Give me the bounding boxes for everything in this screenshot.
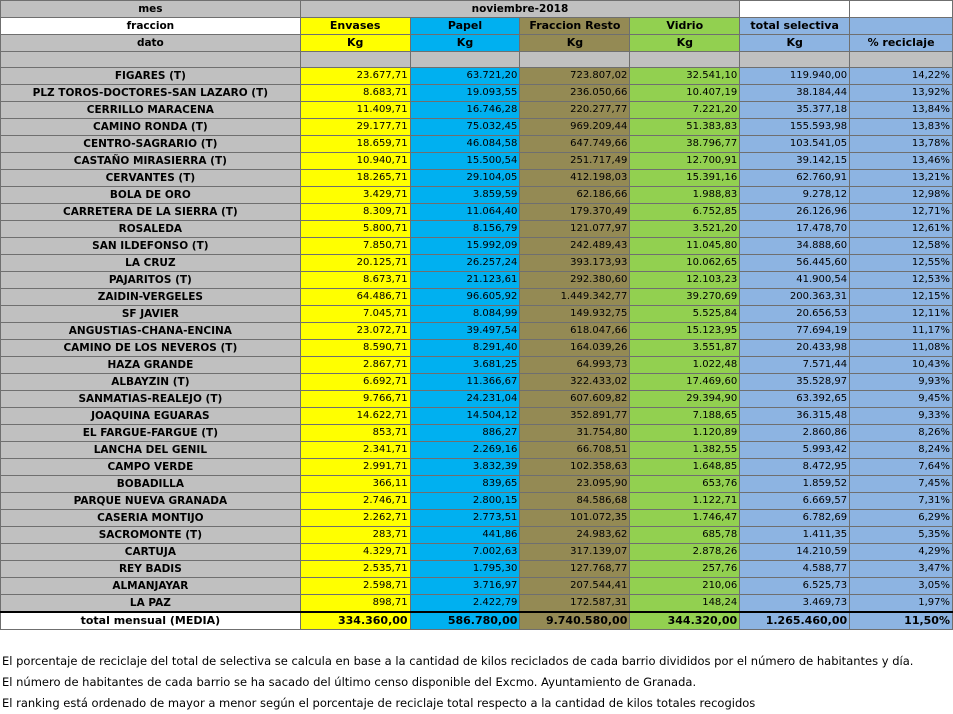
papel-value: 3.716,97 (410, 578, 520, 595)
district-name: JOAQUINA EGUARAS (1, 408, 301, 425)
resto-value: 647.749,66 (520, 136, 630, 153)
envases-value: 2.746,71 (300, 493, 410, 510)
district-name: CERRILLO MARACENA (1, 102, 301, 119)
total-row (1, 612, 953, 630)
district-name: CASERIA MONTIJO (1, 510, 301, 527)
district-name: SAN ILDEFONSO (T) (1, 238, 301, 255)
col-header-resto: Fraccion Resto (520, 18, 630, 35)
selectiva-value: 1.859,52 (740, 476, 850, 493)
envases-value: 283,71 (300, 527, 410, 544)
resto-value: 64.993,73 (520, 357, 630, 374)
vidrio-value: 1.022,48 (630, 357, 740, 374)
dato-label: dato (1, 35, 301, 52)
vidrio-value: 210,06 (630, 578, 740, 595)
footnote: El ranking está ordenado de mayor a menor según el porcentaje de reciclaje total respecto a la cantidad de kilos totales recogidos (2, 696, 756, 710)
header-row-dato (1, 35, 953, 52)
district-name: CAMINO RONDA (T) (1, 119, 301, 136)
resto-value: 607.609,82 (520, 391, 630, 408)
vidrio-value: 1.120,89 (630, 425, 740, 442)
selectiva-value: 155.593,98 (740, 119, 850, 136)
envases-value: 2.262,71 (300, 510, 410, 527)
selectiva-value: 36.315,48 (740, 408, 850, 425)
district-name: CARRETERA DE LA SIERRA (T) (1, 204, 301, 221)
table-row (1, 527, 953, 544)
pct-value: 12,11% (850, 306, 953, 323)
district-name: LA PAZ (1, 595, 301, 613)
envases-value: 2.341,71 (300, 442, 410, 459)
vidrio-value: 257,76 (630, 561, 740, 578)
envases-value: 8.309,71 (300, 204, 410, 221)
district-name: CERVANTES (T) (1, 170, 301, 187)
selectiva-value: 200.363,31 (740, 289, 850, 306)
pct-value: 6,29% (850, 510, 953, 527)
district-name: ALMANJAYAR (1, 578, 301, 595)
selectiva-value: 35.528,97 (740, 374, 850, 391)
table-row (1, 289, 953, 306)
header-row-fraccion (1, 18, 953, 35)
vidrio-value: 3.521,20 (630, 221, 740, 238)
envases-value: 23.072,71 (300, 323, 410, 340)
district-name: ALBAYZIN (T) (1, 374, 301, 391)
papel-value: 15.992,09 (410, 238, 520, 255)
envases-value: 2.598,71 (300, 578, 410, 595)
vidrio-value: 685,78 (630, 527, 740, 544)
resto-value: 164.039,26 (520, 340, 630, 357)
resto-value: 412.198,03 (520, 170, 630, 187)
papel-value: 886,27 (410, 425, 520, 442)
selectiva-value: 20.656,53 (740, 306, 850, 323)
pct-value: 7,64% (850, 459, 953, 476)
resto-value: 172.587,31 (520, 595, 630, 613)
table-row (1, 408, 953, 425)
selectiva-value: 35.377,18 (740, 102, 850, 119)
resto-value: 24.983,62 (520, 527, 630, 544)
col-header-envases: Envases (300, 18, 410, 35)
selectiva-value: 63.392,65 (740, 391, 850, 408)
papel-value: 8.291,40 (410, 340, 520, 357)
envases-value: 9.766,71 (300, 391, 410, 408)
papel-value: 75.032,45 (410, 119, 520, 136)
resto-value: 66.708,51 (520, 442, 630, 459)
pct-value: 9,33% (850, 408, 953, 425)
table-row (1, 306, 953, 323)
spacer-cell (520, 52, 630, 68)
selectiva-value: 39.142,15 (740, 153, 850, 170)
district-name: CENTRO-SAGRARIO (T) (1, 136, 301, 153)
vidrio-value: 39.270,69 (630, 289, 740, 306)
total-resto: 9.740.580,00 (520, 612, 630, 630)
envases-value: 898,71 (300, 595, 410, 613)
pct-value: 13,84% (850, 102, 953, 119)
pct-value: 12,61% (850, 221, 953, 238)
vidrio-value: 12.103,23 (630, 272, 740, 289)
table-row (1, 561, 953, 578)
unit-resto: Kg (520, 35, 630, 52)
envases-value: 366,11 (300, 476, 410, 493)
envases-value: 2.867,71 (300, 357, 410, 374)
selectiva-value: 6.525,73 (740, 578, 850, 595)
papel-value: 7.002,63 (410, 544, 520, 561)
spacer-cell (410, 52, 520, 68)
resto-value: 127.768,77 (520, 561, 630, 578)
papel-value: 24.231,04 (410, 391, 520, 408)
selectiva-value: 1.411,35 (740, 527, 850, 544)
selectiva-value: 41.900,54 (740, 272, 850, 289)
selectiva-value: 6.669,57 (740, 493, 850, 510)
vidrio-value: 7.188,65 (630, 408, 740, 425)
district-name: SF JAVIER (1, 306, 301, 323)
vidrio-value: 51.383,83 (630, 119, 740, 136)
unit-pct: % reciclaje (850, 35, 953, 52)
papel-value: 1.795,30 (410, 561, 520, 578)
pct-value: 13,46% (850, 153, 953, 170)
selectiva-value: 119.940,00 (740, 68, 850, 85)
papel-value: 26.257,24 (410, 255, 520, 272)
table-row (1, 425, 953, 442)
table-row (1, 204, 953, 221)
pct-value: 12,98% (850, 187, 953, 204)
pct-value: 5,35% (850, 527, 953, 544)
table-row (1, 102, 953, 119)
pct-value: 11,08% (850, 340, 953, 357)
pct-value: 12,15% (850, 289, 953, 306)
pct-value: 13,92% (850, 85, 953, 102)
table-row (1, 187, 953, 204)
papel-value: 2.800,15 (410, 493, 520, 510)
unit-papel: Kg (410, 35, 520, 52)
spacer-row (1, 52, 953, 68)
vidrio-value: 2.878,26 (630, 544, 740, 561)
vidrio-value: 7.221,20 (630, 102, 740, 119)
papel-value: 63.721,20 (410, 68, 520, 85)
resto-value: 62.186,66 (520, 187, 630, 204)
envases-value: 7.850,71 (300, 238, 410, 255)
selectiva-value: 8.472,95 (740, 459, 850, 476)
papel-value: 14.504,12 (410, 408, 520, 425)
district-name: ANGUSTIAS-CHANA-ENCINA (1, 323, 301, 340)
unit-envases: Kg (300, 35, 410, 52)
table-row (1, 459, 953, 476)
pct-value: 12,53% (850, 272, 953, 289)
resto-value: 179.370,49 (520, 204, 630, 221)
district-name: BOLA DE ORO (1, 187, 301, 204)
pct-value: 12,58% (850, 238, 953, 255)
district-name: CAMINO DE LOS NEVEROS (T) (1, 340, 301, 357)
envases-value: 4.329,71 (300, 544, 410, 561)
total-selectiva: 1.265.460,00 (740, 612, 850, 630)
resto-value: 251.717,49 (520, 153, 630, 170)
envases-value: 2.991,71 (300, 459, 410, 476)
selectiva-value: 6.782,69 (740, 510, 850, 527)
table-row (1, 391, 953, 408)
pct-value: 8,24% (850, 442, 953, 459)
papel-value: 8.156,79 (410, 221, 520, 238)
papel-value: 96.605,92 (410, 289, 520, 306)
selectiva-value: 4.588,77 (740, 561, 850, 578)
resto-value: 322.433,02 (520, 374, 630, 391)
spacer-cell (850, 52, 953, 68)
empty-cell (850, 1, 953, 18)
vidrio-value: 1.648,85 (630, 459, 740, 476)
table-row (1, 510, 953, 527)
vidrio-value: 148,24 (630, 595, 740, 613)
table-row (1, 221, 953, 238)
district-name: FIGARES (T) (1, 68, 301, 85)
pct-value: 12,55% (850, 255, 953, 272)
papel-value: 39.497,54 (410, 323, 520, 340)
envases-value: 853,71 (300, 425, 410, 442)
table-row (1, 340, 953, 357)
pct-value: 8,26% (850, 425, 953, 442)
envases-value: 8.590,71 (300, 340, 410, 357)
selectiva-value: 20.433,98 (740, 340, 850, 357)
resto-value: 207.544,41 (520, 578, 630, 595)
district-name: CASTAÑO MIRASIERRA (T) (1, 153, 301, 170)
envases-value: 29.177,71 (300, 119, 410, 136)
footnote: El número de habitantes de cada barrio se ha sacado del último censo disponible del Excmo. Ayuntamiento de Granada. (2, 675, 697, 689)
resto-value: 969.209,44 (520, 119, 630, 136)
table-row (1, 374, 953, 391)
resto-value: 84.586,68 (520, 493, 630, 510)
unit-selectiva: Kg (740, 35, 850, 52)
district-name: LA CRUZ (1, 255, 301, 272)
pct-value: 9,45% (850, 391, 953, 408)
papel-value: 2.269,16 (410, 442, 520, 459)
vidrio-value: 3.551,87 (630, 340, 740, 357)
table-row (1, 170, 953, 187)
table-row (1, 357, 953, 374)
envases-value: 3.429,71 (300, 187, 410, 204)
vidrio-value: 1.382,55 (630, 442, 740, 459)
pct-value: 1,97% (850, 595, 953, 613)
vidrio-value: 5.525,84 (630, 306, 740, 323)
selectiva-value: 62.760,91 (740, 170, 850, 187)
resto-value: 102.358,63 (520, 459, 630, 476)
papel-value: 16.746,28 (410, 102, 520, 119)
envases-value: 8.673,71 (300, 272, 410, 289)
empty-cell (740, 1, 850, 18)
district-name: SANMATIAS-REALEJO (T) (1, 391, 301, 408)
table-row (1, 85, 953, 102)
pct-value: 7,45% (850, 476, 953, 493)
vidrio-value: 38.796,77 (630, 136, 740, 153)
selectiva-value: 2.860,86 (740, 425, 850, 442)
resto-value: 292.380,60 (520, 272, 630, 289)
resto-value: 317.139,07 (520, 544, 630, 561)
vidrio-value: 1.122,71 (630, 493, 740, 510)
pct-value: 11,17% (850, 323, 953, 340)
pct-value: 9,93% (850, 374, 953, 391)
total-label: total mensual (MEDIA) (1, 612, 301, 630)
pct-value: 10,43% (850, 357, 953, 374)
district-name: SACROMONTE (T) (1, 527, 301, 544)
vidrio-value: 11.045,80 (630, 238, 740, 255)
district-name: BOBADILLA (1, 476, 301, 493)
header-row-mes (1, 1, 953, 18)
papel-value: 3.681,25 (410, 357, 520, 374)
envases-value: 20.125,71 (300, 255, 410, 272)
papel-value: 441,86 (410, 527, 520, 544)
envases-value: 7.045,71 (300, 306, 410, 323)
envases-value: 5.800,71 (300, 221, 410, 238)
papel-value: 15.500,54 (410, 153, 520, 170)
pct-value: 14,22% (850, 68, 953, 85)
pct-value: 12,71% (850, 204, 953, 221)
papel-value: 29.104,05 (410, 170, 520, 187)
district-name: REY BADIS (1, 561, 301, 578)
spacer-cell (1, 52, 301, 68)
vidrio-value: 1.746,47 (630, 510, 740, 527)
spacer-cell (630, 52, 740, 68)
district-name: CAMPO VERDE (1, 459, 301, 476)
papel-value: 3.859,59 (410, 187, 520, 204)
selectiva-value: 3.469,73 (740, 595, 850, 613)
vidrio-value: 653,76 (630, 476, 740, 493)
table-body (1, 1, 953, 630)
district-name: EL FARGUE-FARGUE (T) (1, 425, 301, 442)
resto-value: 220.277,77 (520, 102, 630, 119)
envases-value: 23.677,71 (300, 68, 410, 85)
envases-value: 18.265,71 (300, 170, 410, 187)
col-header-vidrio: Vidrio (630, 18, 740, 35)
vidrio-value: 17.469,60 (630, 374, 740, 391)
table-row (1, 595, 953, 613)
pct-value: 4,29% (850, 544, 953, 561)
envases-value: 2.535,71 (300, 561, 410, 578)
resto-value: 1.449.342,77 (520, 289, 630, 306)
envases-value: 11.409,71 (300, 102, 410, 119)
col-header-papel: Papel (410, 18, 520, 35)
table-row (1, 255, 953, 272)
selectiva-value: 9.278,12 (740, 187, 850, 204)
resto-value: 723.807,02 (520, 68, 630, 85)
table-row (1, 476, 953, 493)
papel-value: 19.093,55 (410, 85, 520, 102)
pct-value: 13,83% (850, 119, 953, 136)
col-header-selectiva: total selectiva (740, 18, 850, 35)
papel-value: 11.064,40 (410, 204, 520, 221)
footnotes (2, 651, 913, 714)
table-row (1, 153, 953, 170)
vidrio-value: 29.394,90 (630, 391, 740, 408)
pct-value: 3,05% (850, 578, 953, 595)
pct-value: 13,21% (850, 170, 953, 187)
papel-value: 46.084,58 (410, 136, 520, 153)
papel-value: 3.832,39 (410, 459, 520, 476)
selectiva-value: 5.993,42 (740, 442, 850, 459)
pct-value: 3,47% (850, 561, 953, 578)
resto-value: 121.077,97 (520, 221, 630, 238)
envases-value: 8.683,71 (300, 85, 410, 102)
col-header-pct (850, 18, 953, 35)
table-row (1, 442, 953, 459)
resto-value: 149.932,75 (520, 306, 630, 323)
table-row (1, 136, 953, 153)
resto-value: 393.173,93 (520, 255, 630, 272)
vidrio-value: 10.407,19 (630, 85, 740, 102)
table-row (1, 493, 953, 510)
district-name: PAJARITOS (T) (1, 272, 301, 289)
vidrio-value: 15.123,95 (630, 323, 740, 340)
table-row (1, 119, 953, 136)
spacer-cell (300, 52, 410, 68)
vidrio-value: 6.752,85 (630, 204, 740, 221)
total-vidrio: 344.320,00 (630, 612, 740, 630)
resto-value: 236.050,66 (520, 85, 630, 102)
selectiva-value: 17.478,70 (740, 221, 850, 238)
total-envases: 334.360,00 (300, 612, 410, 630)
selectiva-value: 103.541,05 (740, 136, 850, 153)
selectiva-value: 77.694,19 (740, 323, 850, 340)
table-row (1, 323, 953, 340)
selectiva-value: 56.445,60 (740, 255, 850, 272)
papel-value: 8.084,99 (410, 306, 520, 323)
mes-value: noviembre-2018 (300, 1, 739, 18)
resto-value: 23.095,90 (520, 476, 630, 493)
district-name: ZAIDIN-VERGELES (1, 289, 301, 306)
district-name: LANCHA DEL GENIL (1, 442, 301, 459)
vidrio-value: 32.541,10 (630, 68, 740, 85)
envases-value: 10.940,71 (300, 153, 410, 170)
resto-value: 618.047,66 (520, 323, 630, 340)
unit-vidrio: Kg (630, 35, 740, 52)
envases-value: 64.486,71 (300, 289, 410, 306)
selectiva-value: 7.571,44 (740, 357, 850, 374)
footnote: El porcentaje de reciclaje del total de selectiva se calcula en base a la cantidad de kilos reciclados de cada barrio divididos por el número de habitantes y día. (2, 654, 914, 668)
vidrio-value: 10.062,65 (630, 255, 740, 272)
resto-value: 352.891,77 (520, 408, 630, 425)
spacer-cell (740, 52, 850, 68)
resto-value: 101.072,35 (520, 510, 630, 527)
table-row (1, 544, 953, 561)
vidrio-value: 12.700,91 (630, 153, 740, 170)
envases-value: 6.692,71 (300, 374, 410, 391)
table-row (1, 272, 953, 289)
total-papel: 586.780,00 (410, 612, 520, 630)
table-row (1, 238, 953, 255)
mes-label: mes (1, 1, 301, 18)
papel-value: 2.422,79 (410, 595, 520, 613)
table-row (1, 578, 953, 595)
pct-value: 13,78% (850, 136, 953, 153)
vidrio-value: 15.391,16 (630, 170, 740, 187)
selectiva-value: 14.210,59 (740, 544, 850, 561)
resto-value: 242.489,43 (520, 238, 630, 255)
envases-value: 14.622,71 (300, 408, 410, 425)
total-pct: 11,50% (850, 612, 953, 630)
fraccion-label: fraccion (1, 18, 301, 35)
papel-value: 11.366,67 (410, 374, 520, 391)
selectiva-value: 38.184,44 (740, 85, 850, 102)
papel-value: 839,65 (410, 476, 520, 493)
district-name: PARQUE NUEVA GRANADA (1, 493, 301, 510)
district-name: HAZA GRANDE (1, 357, 301, 374)
papel-value: 2.773,51 (410, 510, 520, 527)
resto-value: 31.754,80 (520, 425, 630, 442)
district-name: ROSALEDA (1, 221, 301, 238)
district-name: PLZ TOROS-DOCTORES-SAN LAZARO (T) (1, 85, 301, 102)
papel-value: 21.123,61 (410, 272, 520, 289)
envases-value: 18.659,71 (300, 136, 410, 153)
selectiva-value: 26.126,96 (740, 204, 850, 221)
district-name: CARTUJA (1, 544, 301, 561)
table-row (1, 68, 953, 85)
vidrio-value: 1.988,83 (630, 187, 740, 204)
selectiva-value: 34.888,60 (740, 238, 850, 255)
pct-value: 7,31% (850, 493, 953, 510)
